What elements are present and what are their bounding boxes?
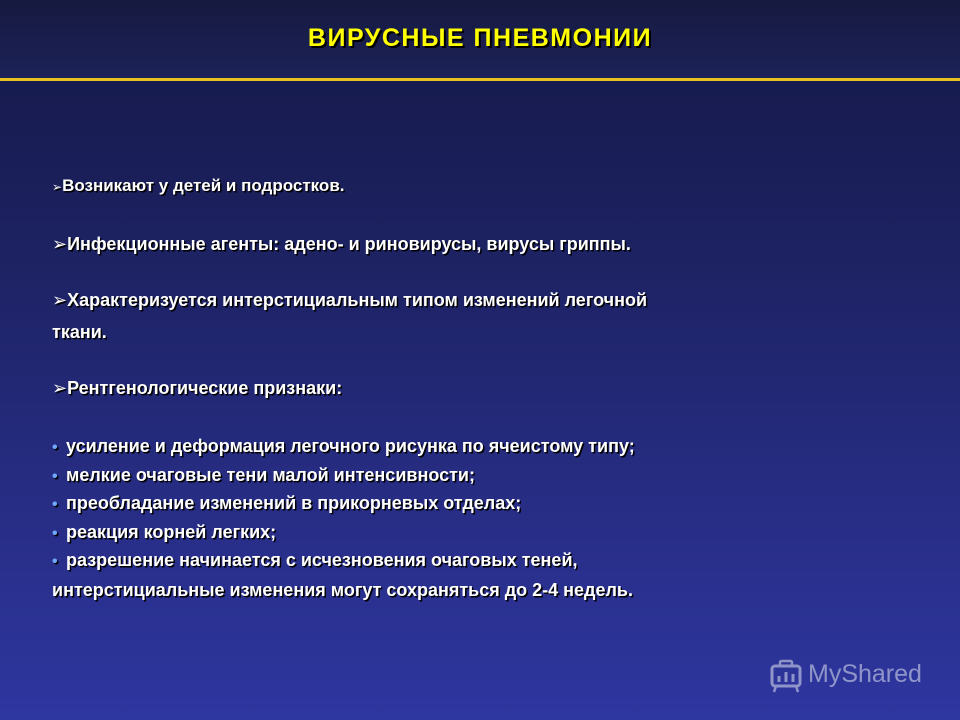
sign-2: • мелкие очаговые тени малой интенсивности; [52,465,475,485]
sign-5: • разрешение начинается с исчезновения очаговых теней, [52,550,578,570]
arrow-bullet-icon: ➢ [52,378,68,398]
point-2: ➢Инфекционные агенты: адено- и риновирусы, вирусы гриппы. [52,234,631,254]
sign-1: • усиление и деформация легочного рисунка по ячеистому типу; [52,436,635,456]
arrow-bullet-icon: ➢ [52,290,68,310]
dot-bullet-icon: • [52,496,58,513]
point-1: ➢Возникают у детей и подростков. [52,176,345,195]
sign-5-continuation: интерстициальные изменения могут сохраняться до 2-4 недель. [52,580,633,600]
point-3: ➢Характеризуется интерстициальным типом изменений легочной [52,290,648,310]
point-4: ➢Рентгенологические признаки: [52,378,343,398]
title-divider [0,78,960,81]
watermark [768,656,948,696]
dot-bullet-icon: • [52,553,58,570]
presentation-icon [768,658,804,694]
slide-title: ВИРУСНЫЕ ПНЕВМОНИИ [307,24,653,52]
dot-bullet-icon: • [52,525,58,542]
arrow-bullet-icon: ➢ [52,234,68,254]
watermark-text: MyShared [808,660,922,688]
point-3-continuation: ткани. [52,322,107,342]
sign-3: • преобладание изменений в прикорневых отделах; [52,493,522,513]
arrow-bullet-icon: ➢ [52,180,63,194]
dot-bullet-icon: • [52,468,58,485]
dot-bullet-icon: • [52,439,58,456]
sign-4: • реакция корней легких; [52,522,277,542]
